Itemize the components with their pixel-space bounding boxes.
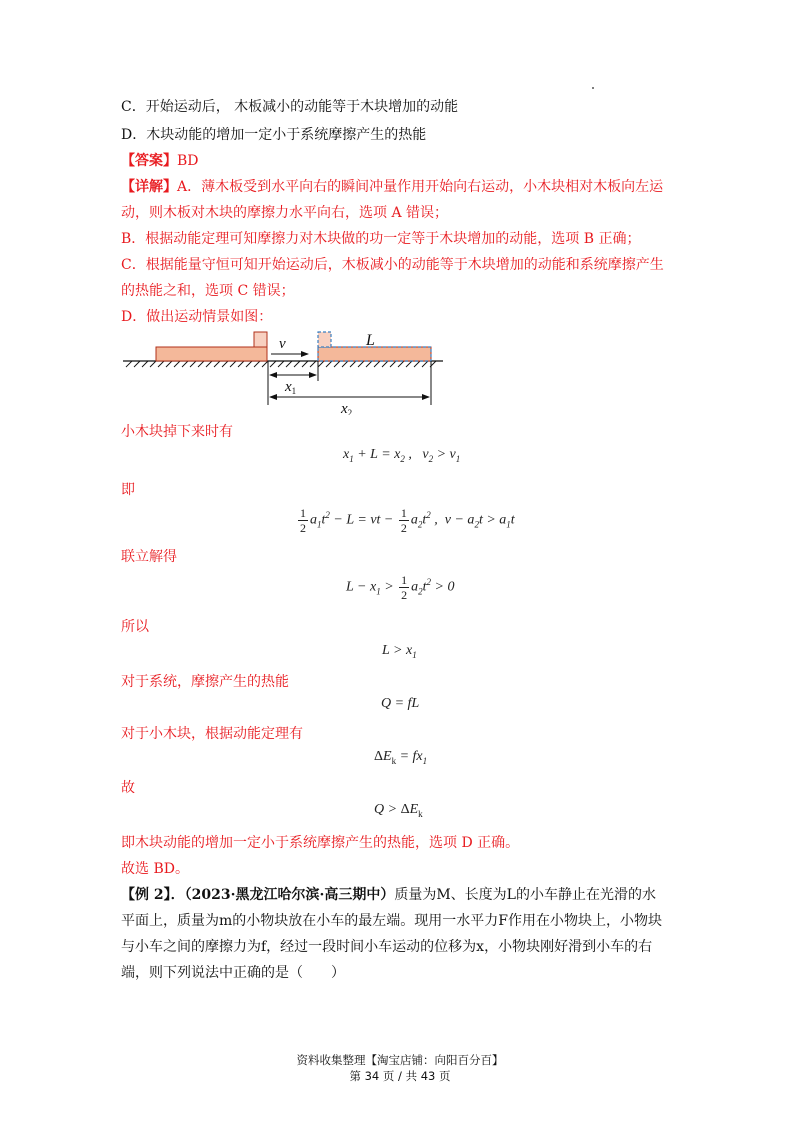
equation-3: $L - x_1$ > $\frac{1}{2}$ $a_2t^2 > 0$: [346, 573, 455, 602]
equation-1: $x_1 + L = x_2$ , $v_2 > v_1$: [343, 447, 461, 464]
footer-page-number: 第 34 页 / 共 43 页: [349, 1069, 451, 1083]
velocity-label: v: [279, 336, 286, 352]
block-final: [318, 332, 331, 347]
detail-c-line1: C．根据能量守恒可知开始运动后，木板减小的动能等于木块增加的动能和系统摩擦产生: [121, 257, 664, 273]
detail-a-line1: [121, 177, 663, 197]
x2-label: $x_2$: [341, 401, 353, 415]
x1-label: $x_1$: [285, 379, 297, 396]
solve-text: 联立解得: [121, 549, 177, 565]
example-2-tag: 【例 2】．（2023·黑龙江哈尔滨·高三期中）: [121, 887, 395, 903]
equation-5: Q = fL: [381, 696, 420, 711]
equation-6: $\Delta E_k = fx_1$: [374, 749, 428, 766]
scan-dot: [592, 87, 594, 89]
board-initial: [156, 347, 267, 361]
example-2-line3: 与小车之间的摩擦力为f，经过一段时间小车运动的位移为x，小物块刚好滑到小车的右: [121, 939, 653, 955]
example-2-line4: 端，则下列说法中正确的是（ ）: [121, 965, 345, 981]
detail-a1: A．薄木板受到水平向右的瞬间冲量作用开始向右运动，小木块相对木板向左运: [177, 179, 664, 195]
equation-2: $\frac{1}{2}$ $a_1t^2 - L$ = vt − $\frac{1}{2}$ $a_2t^2$ , $v - a_2t > a_1t$: [300, 506, 515, 535]
option-d: D．木块动能的增加一定小于系统摩擦产生的热能: [121, 127, 427, 143]
choose-text: 故选 BD。: [121, 861, 189, 877]
answer-line: [121, 151, 199, 171]
detail-c-line2: 的热能之和，选项 C 错误；: [121, 283, 295, 299]
detail-a-line2: 动，则木板对木块的摩擦力水平向右，选项 A 错误；: [121, 205, 449, 221]
equation-7: $Q > \Delta E_k$: [374, 802, 423, 819]
for-system-text: 对于系统，摩擦产生的热能: [121, 674, 289, 690]
when-falls-text: 小木块掉下来时有: [121, 424, 233, 440]
conclusion-text: 即木块动能的增加一定小于系统摩擦产生的热能，选项 D 正确。: [121, 835, 520, 851]
detail-b: B．根据动能定理可知摩擦力对木块做的功一定等于木块增加的动能，选项 B 正确；: [121, 231, 641, 247]
example-2-line1: [121, 885, 656, 905]
for-block-text: 对于小木块，根据动能定理有: [121, 726, 303, 742]
answer-tag: 【答案】: [121, 153, 177, 169]
footer-source: 资料收集整理【淘宝店铺：向阳百分百】: [296, 1053, 504, 1067]
option-c: C．开始运动后， 木板减小的动能等于木块增加的动能: [121, 99, 459, 115]
so-text: 所以: [121, 619, 149, 635]
ji-text: 即: [121, 482, 135, 498]
length-label: L: [366, 332, 375, 349]
block-initial: [254, 332, 267, 347]
example-2-text1: 质量为M、长度为L的小车静止在光滑的水: [394, 887, 656, 903]
answer-value: BD: [177, 153, 199, 169]
example-2-line2: 平面上，质量为m的小物块放在小车的最左端。现用一水平力F作用在小物块上，小物块: [121, 913, 662, 929]
detail-d: D．做出运动情景如图：: [121, 309, 273, 325]
ground-hatch: [126, 361, 436, 367]
therefore-text: 故: [121, 780, 135, 796]
board-final: [318, 347, 431, 361]
detail-tag: 【详解】: [121, 179, 177, 195]
equation-4: $L > x_1$: [382, 643, 417, 660]
motion-diagram: [118, 325, 448, 415]
